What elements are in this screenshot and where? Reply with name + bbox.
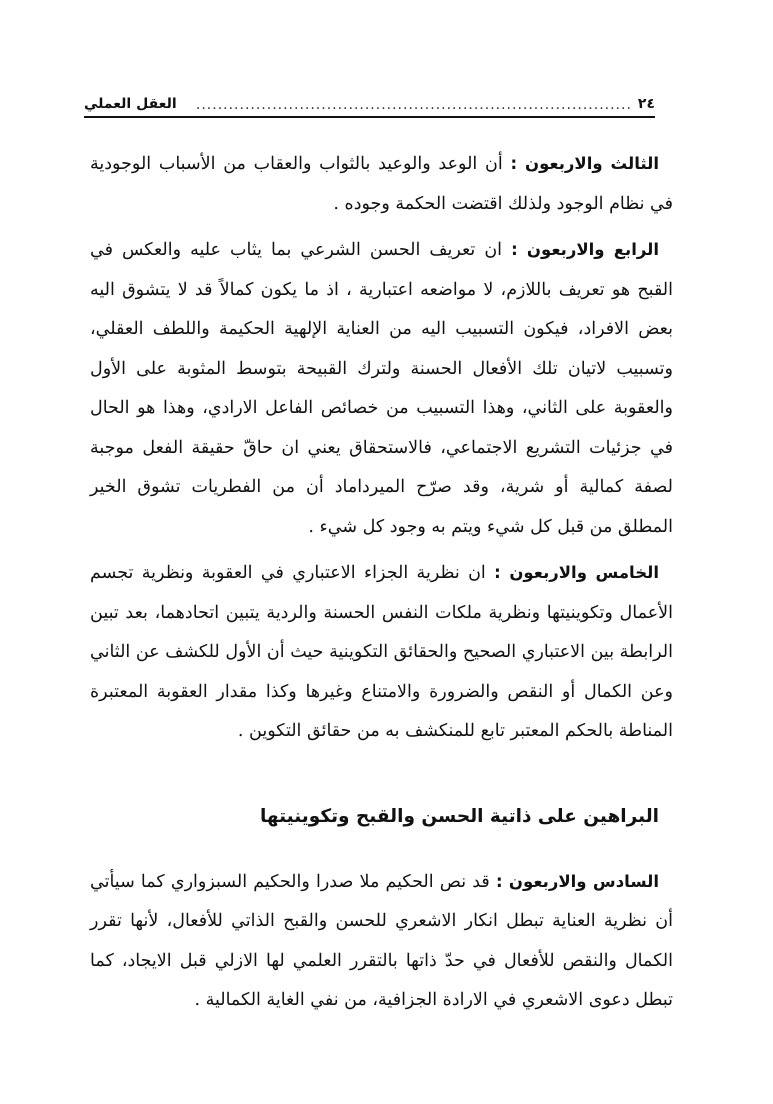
page-number: ٢٤ [637,96,655,112]
header-leader-dots: ................................................................................ [195,98,632,112]
page-body [90,144,673,1021]
paragraph-44 [90,230,673,547]
paragraph-text: ان نظرية الجزاء الاعتباري في العقوبة ونظرية تجسم الأعمال وتكوينيتها ونظرية ملكات النفس الحسنة والردية يتبين اتحادهما، بعد تبين الرابطة بين الاعتباري الصحيح والحقائق التكوينية حيث أن الأول للكشف عن الثاني وعن الكمال أو النقص والضرورة والامتناع وغيرها وكذا مقدار العقوبة المعتبرة المناطة بالحكم المعتبر تابع للمنكشف به من حقائق التكوين . [90,563,673,741]
paragraph-label: الرابع والاربعون : [511,240,659,259]
section-heading: البراهين على ذاتية الحسن والقبح وتكوينيتها [259,805,659,827]
paragraph-text: أن الوعد والوعيد بالثواب والعقاب من الأسباب الوجودية في نظام الوجود ولذلك اقتضت الحكمة وجوده . [90,154,673,214]
paragraph-text: ان تعريف الحسن الشرعي بما يثاب عليه والعكس في القبح هو تعريف باللازم، لا مواضعه اعتبارية ، اذ ما يكون كمالاً قد لا يتشوق اليه بعض الافراد، فيكون التسبيب اليه من العناية الإلهية الحكيمة واللطف العقلي، وتسبيب لاتيان تلك الأفعال الحسنة ولترك القبيحة بتوسط المثوبة على الأول والعقوبة على الثاني، وهذا التسبيب من خصائص الفاعل الارادي، وهذا هو الحال في جزئيات التشريع الاجتماعي، فالاستحقاق يعني ان حاقّ حقيقة الفعل موجبة لصفة كمالية أو شرية، وقد صرّح الميرداماد أن من الفطريات تشوق الخير المطلق من قبل كل شيء ويتم به وجود كل شيء . [90,240,673,537]
paragraph-43 [90,144,673,224]
paragraph-label: السادس والاربعون : [495,871,659,891]
paragraph-45 [90,553,673,752]
page-header [84,88,655,118]
paragraph-46 [90,862,673,1021]
paragraph-label: الثالث والاربعون : [510,154,659,173]
running-title: العقل العملي [84,96,177,112]
paragraph-text: قد نص الحكيم ملا صدرا والحكيم السبزواري كما سيأتي أن نظرية العناية تبطل انكار الاشعري للحسن والقبح الذاتي للأفعال، لأنها تقرر الكمال والنقص للأفعال في حدّ ذاتها بالتقرر العلمي لها الازلي قبل الايجاد، كما تبطل دعوى الاشعري في الارادة الجزافية، من نفي الغاية الكمالية . [90,871,673,1010]
paragraph-label: الخامس والاربعون : [494,563,659,582]
